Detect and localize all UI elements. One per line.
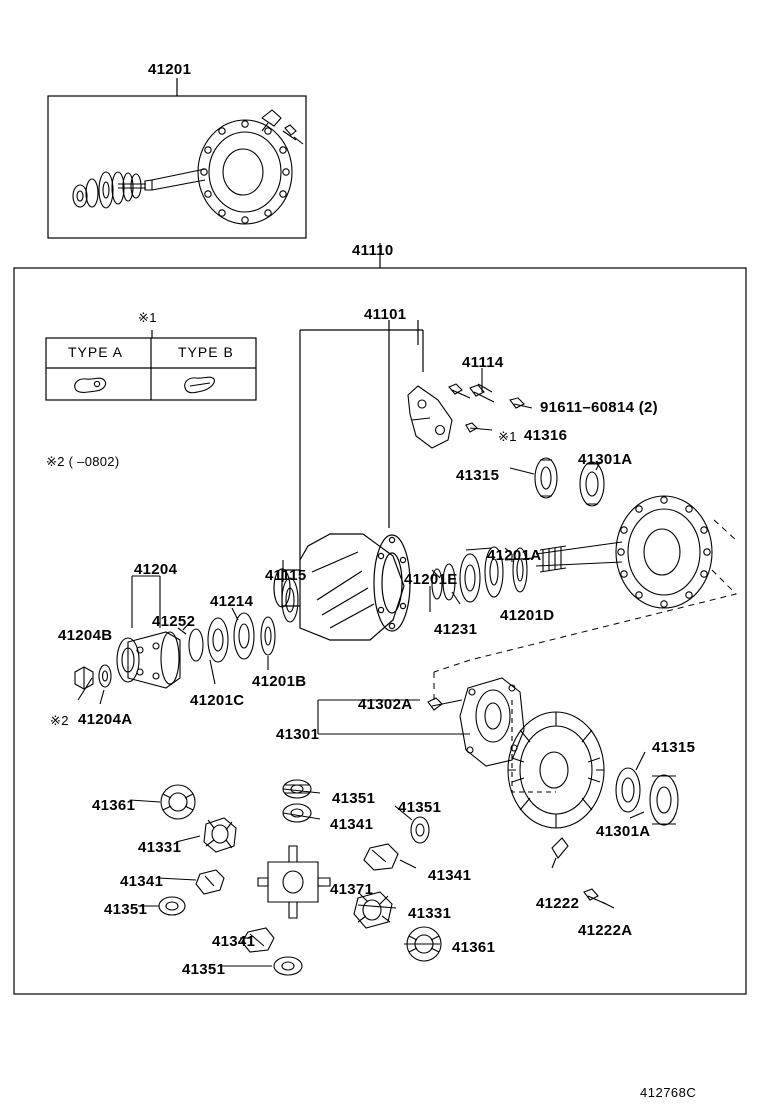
callout-41351-left: 41351 xyxy=(104,901,148,918)
type-a-header: TYPE A xyxy=(68,344,124,360)
callout-41231: 41231 xyxy=(434,621,478,638)
callout-41341-right: 41341 xyxy=(428,867,472,884)
callout-41341-upper: 41341 xyxy=(330,816,374,833)
callout-41301A-right: 41301A xyxy=(596,823,651,840)
drawing-code: 412768C xyxy=(640,1085,697,1100)
callout-41222: 41222 xyxy=(536,895,580,912)
callout-41351-mid-right: 41351 xyxy=(398,799,442,816)
callout-41301A-top: 41301A xyxy=(578,451,633,468)
callout-41351-upper: 41351 xyxy=(332,790,376,807)
callout-41222A: 41222A xyxy=(578,922,633,939)
callout-41114: 41114 xyxy=(462,354,504,371)
callout-41110: 41110 xyxy=(352,242,394,259)
callout-41341-bottom: 41341 xyxy=(212,933,256,950)
callout-41201A: 41201A xyxy=(487,547,542,564)
callout-41361-left: 41361 xyxy=(92,797,136,814)
callout-41361-right: 41361 xyxy=(452,939,496,956)
callout-41204: 41204 xyxy=(134,561,178,578)
note-marker-2-41204A: ※2 xyxy=(50,713,69,728)
callout-41351-bottom: 41351 xyxy=(182,961,226,978)
callout-41301: 41301 xyxy=(276,726,320,743)
callout-41371: 41371 xyxy=(330,881,374,898)
callout-41331-right: 41331 xyxy=(408,905,452,922)
type-b-header: TYPE B xyxy=(178,344,234,360)
callout-91611-60814: 91611–60814 (2) xyxy=(540,399,658,416)
callout-41115: 41115 xyxy=(265,567,307,584)
callout-41315-right: 41315 xyxy=(652,739,696,756)
callout-41201E: 41201E xyxy=(404,571,458,588)
callout-41252: 41252 xyxy=(152,613,196,630)
callout-41214: 41214 xyxy=(210,593,254,610)
note-marker-1: ※1 xyxy=(138,310,157,325)
callout-41204A: 41204A xyxy=(78,711,133,728)
callout-41201C: 41201C xyxy=(190,692,245,709)
callout-41204B: 41204B xyxy=(58,627,113,644)
callout-41341-left: 41341 xyxy=(120,873,164,890)
callout-41201D: 41201D xyxy=(500,607,555,624)
callout-41315-top: 41315 xyxy=(456,467,500,484)
note-marker-1-41316: ※1 xyxy=(498,429,517,444)
callout-41316: 41316 xyxy=(524,427,568,444)
callout-41201B: 41201B xyxy=(252,673,307,690)
callout-41331-left: 41331 xyxy=(138,839,182,856)
callout-41201-inset: 41201 xyxy=(148,61,192,78)
callout-41302A: 41302A xyxy=(358,696,413,713)
note-2-text: ※2 ( –0802) xyxy=(46,454,120,469)
callout-41101: 41101 xyxy=(364,306,407,323)
